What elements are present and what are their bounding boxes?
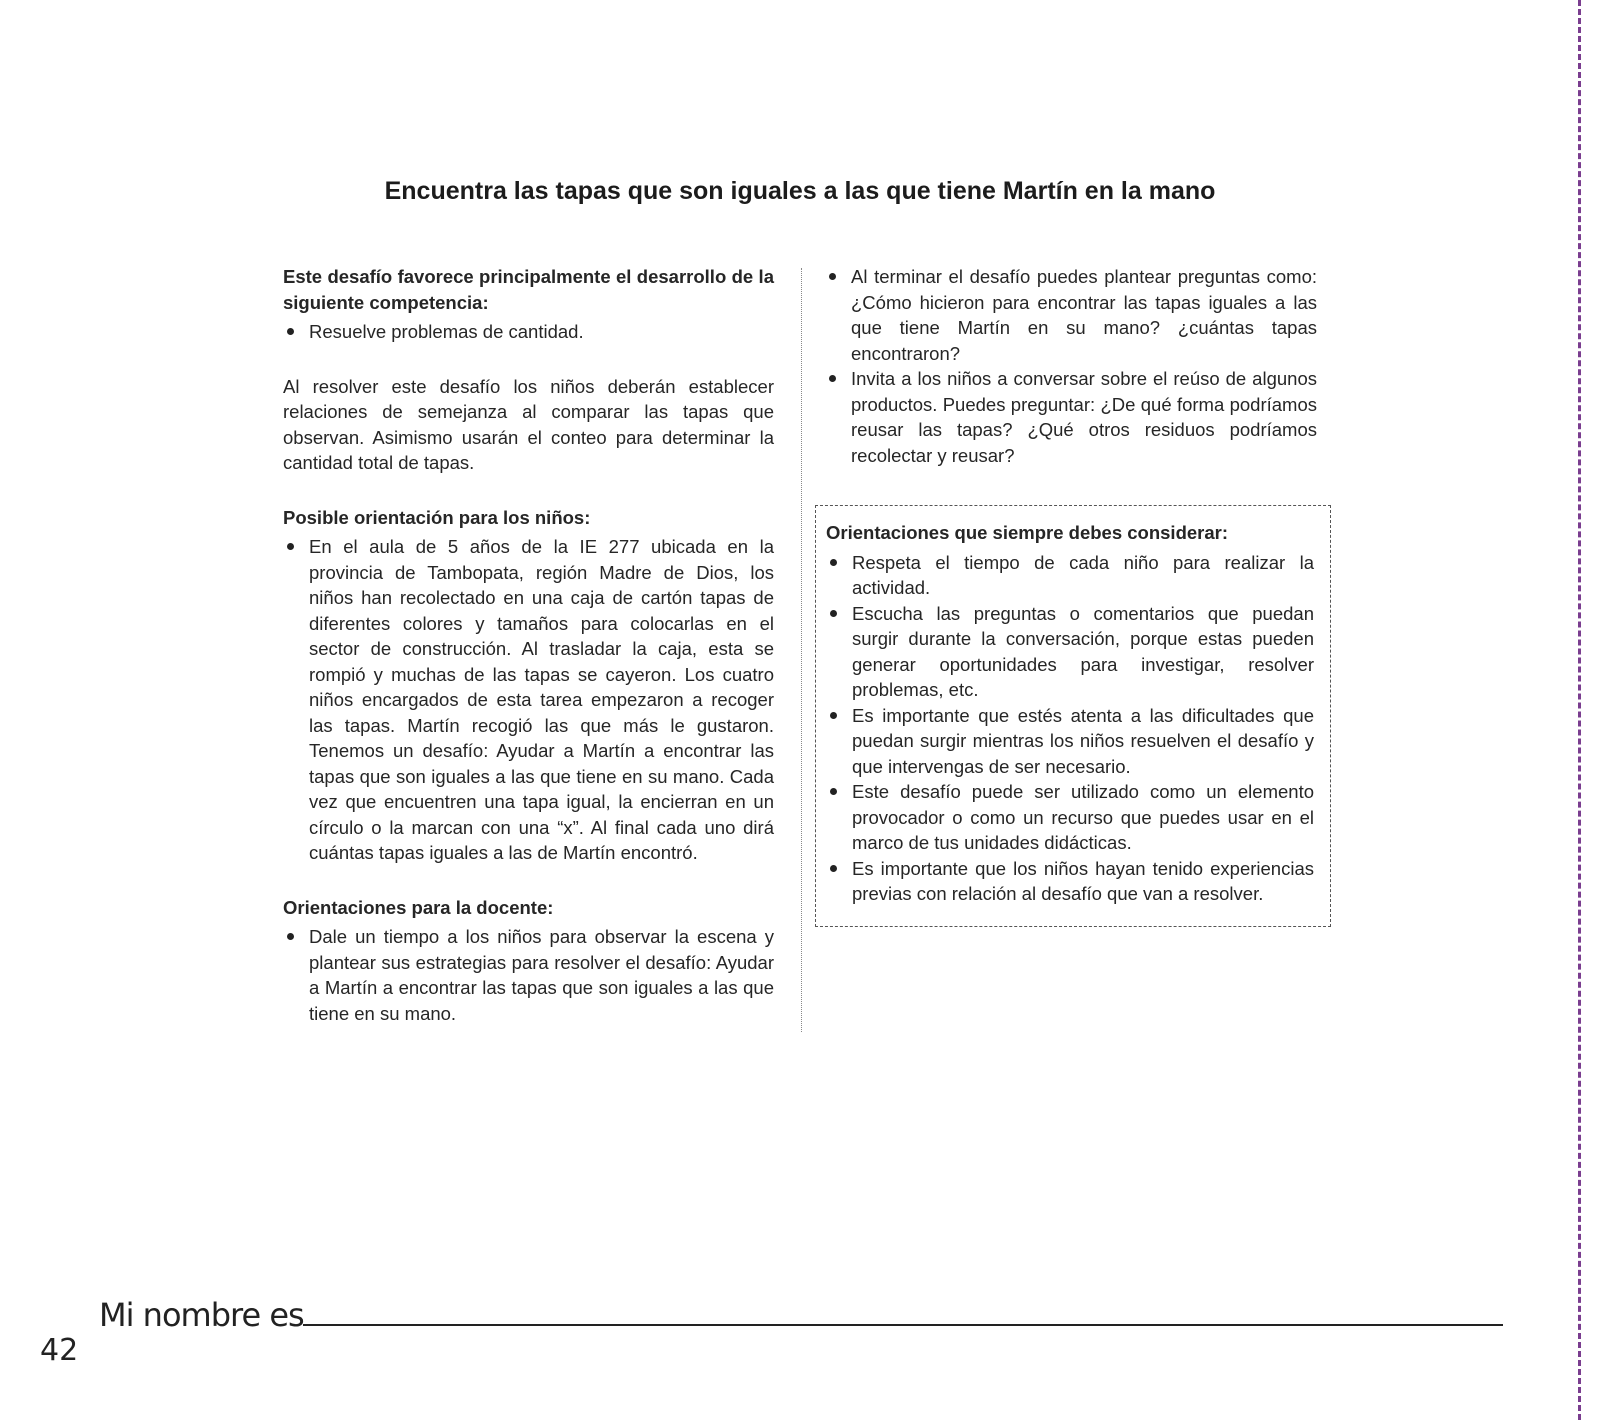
consideration-item: Es importante que los niños hayan tenido experiencias previas con relación al desafío que van a resolver.	[826, 856, 1314, 907]
orientation-list	[283, 534, 774, 866]
consideration-item: Este desafío puede ser utilizado como un elemento provocador o como un recurso que puedes usar en el marco de tus unidades didácticas.	[826, 779, 1314, 856]
page-title: Encuentra las tapas que son iguales a las que tiene Martín en la mano	[384, 177, 1216, 205]
orientation-item: En el aula de 5 años de la IE 277 ubicada en la provincia de Tambopata, región Madre de Dios, los niños han recolectado en una caja de cartón tapas de diferentes colores y tamaños para colocarlas en el sector de construcción. Al trasladar la caja, esta se rompió y muchas de las tapas se cayeron. Los cuatro niños encargados de esta tarea empezaron a recoger las tapas. Martín recogió las que más le gustaron. Tenemos un desafío: Ayudar a Martín a encontrar las tapas que son iguales a las que tiene en su mano. Cada vez que encuentren una tapa igual, la encierran en un círculo o la marcan con una “x”. Al final cada uno dirá cuántas tapas iguales a las de Martín encontró.	[283, 534, 774, 866]
consideration-item: Respeta el tiempo de cada niño para realizar la actividad.	[826, 550, 1314, 601]
orientation-heading: Posible orientación para los niños:	[283, 506, 591, 528]
consideration-item: Escucha las preguntas o comentarios que puedan surgir durante la conversación, porque estas pueden generar oportunidades para investigar, resolver problemas, etc.	[826, 601, 1314, 703]
teacher-item: Dale un tiempo a los niños para observar la escena y plantear sus estrategias para resolver el desafío: Ayudar a Martín a encontrar las tapas que son iguales a las que tiene en su mano.	[283, 924, 774, 1026]
name-input-line[interactable]	[303, 1324, 1503, 1326]
name-label: Mi nombre es	[99, 1296, 304, 1334]
column-divider	[801, 268, 802, 1032]
right-column	[825, 264, 1317, 468]
competency-item: Resuelve problemas de cantidad.	[283, 319, 774, 345]
reuse-item: Invita a los niños a conversar sobre el reúso de algunos productos. Puedes preguntar: ¿De qué forma podríamos reusar las tapas? ¿Qué otros residuos podríamos recolectar y reusar?	[825, 366, 1317, 468]
intro-paragraph: Al resolver este desafío los niños deberán establecer relaciones de semejanza al comparar las tapas que observan. Asimismo usarán el conteo para determinar la cantidad total de tapas.	[283, 375, 774, 473]
left-column	[283, 264, 774, 1026]
consideration-item: Es importante que estés atenta a las dificultades que puedan surgir mientras los niños resuelven el desafío y que intervengas de ser necesario.	[826, 703, 1314, 780]
considerations-heading: Orientaciones que siempre debes considerar:	[826, 522, 1229, 543]
cut-line	[1578, 0, 1581, 1420]
teacher-list	[283, 924, 774, 1026]
questions-item: Al terminar el desafío puedes plantear preguntas como: ¿Cómo hicieron para encontrar las tapas iguales a las que tiene Martín en su mano? ¿cuántas tapas encontraron?	[825, 264, 1317, 366]
considerations-list	[826, 550, 1314, 907]
page-number: 42	[40, 1333, 79, 1368]
competency-heading: Este desafío favorece principalmente el desarrollo de la siguiente competencia:	[283, 266, 774, 313]
competency-list	[283, 319, 774, 345]
considerations-box	[815, 505, 1331, 927]
teacher-heading: Orientaciones para la docente:	[283, 896, 554, 918]
questions-list	[825, 264, 1317, 468]
